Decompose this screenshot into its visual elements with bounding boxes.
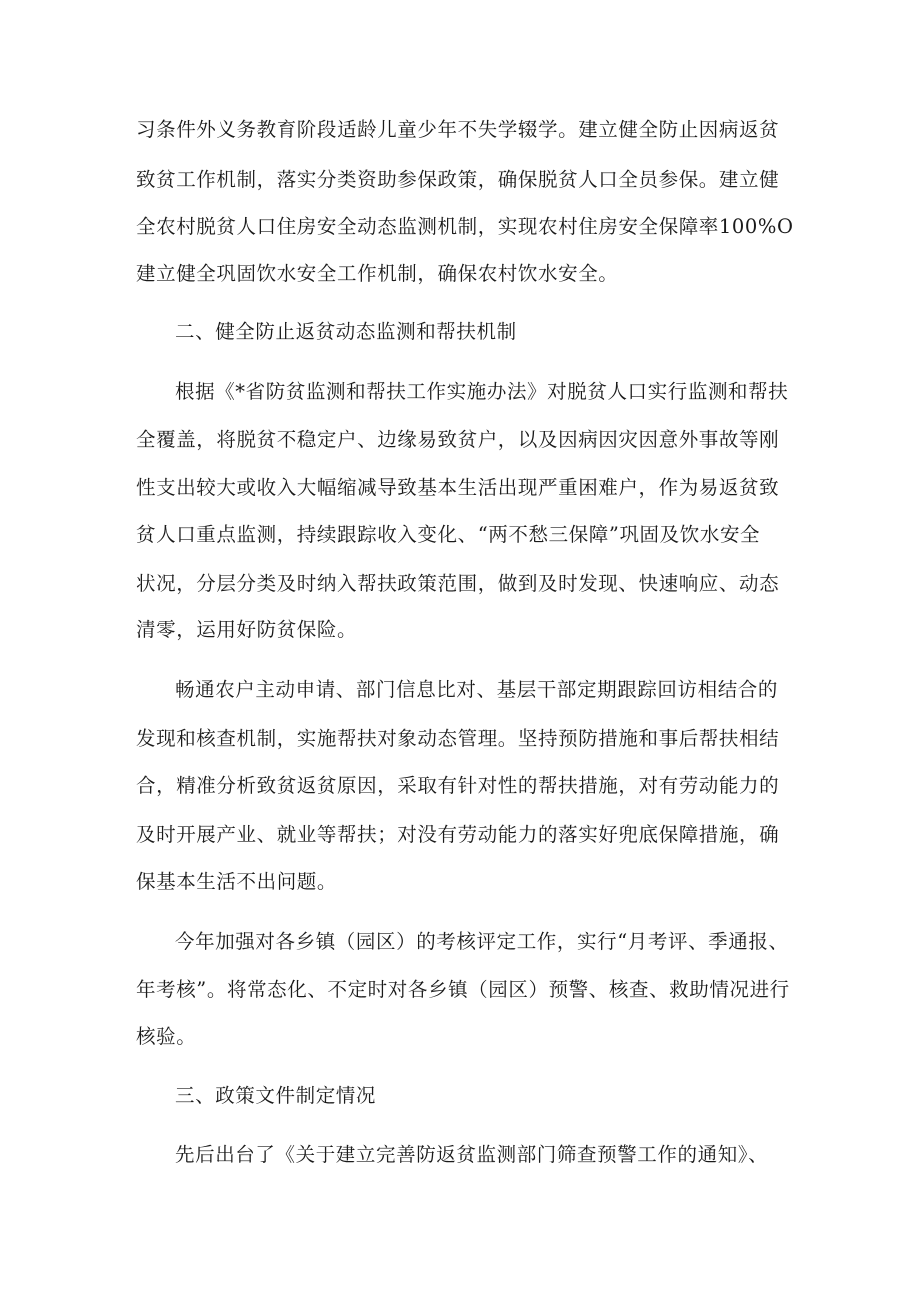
section-heading: 三、政策文件制定情况 bbox=[175, 1084, 377, 1107]
text-line: 保基本生活不出问题。 bbox=[136, 870, 338, 893]
text-line: 先后出台了《关于建立完善防返贫监测部门筛查预警工作的通知》、 bbox=[175, 1143, 769, 1166]
text-line: 畅通农户主动申请、部门信息比对、基层干部定期跟踪回访相结合的 bbox=[175, 678, 779, 701]
text-line: 习条件外义务教育阶段适龄儿童少年不失学辍学。建立健全防止因病返贫 bbox=[136, 118, 780, 141]
text-line: 根据《*省防贫监测和帮扶工作实施办法》对脱贫人口实行监测和帮扶 bbox=[175, 380, 789, 403]
section-heading: 二、健全防止返贫动态监测和帮扶机制 bbox=[175, 320, 517, 343]
text-line: 全覆盖，将脱贫不稳定户、边缘易致贫户，以及因病因灾因意外事故等刚 bbox=[136, 428, 780, 451]
text-line: 清零，运用好防贫保险。 bbox=[136, 618, 358, 641]
text-line: 发现和核查机制，实施帮扶对象动态管理。坚持预防措施和事后帮扶相结 bbox=[136, 727, 780, 750]
text-line: 今年加强对各乡镇（园区）的考核评定工作，实行“月考评、季通报、 bbox=[175, 930, 789, 953]
text-line: 状况，分层分类及时纳入帮扶政策范围，做到及时发现、快速响应、动态 bbox=[136, 572, 780, 595]
text-line: 年考核”。将常态化、不定时对各乡镇（园区）预警、核查、救助情况进行 bbox=[136, 978, 790, 1001]
text-line: 合，精准分析致贫返贫原因，采取有针对性的帮扶措施，对有劳动能力的 bbox=[136, 774, 780, 797]
text-line: 核验。 bbox=[136, 1025, 197, 1048]
text-line: 性支出较大或收入大幅缩减导致基本生活出现严重困难户，作为易返贫致 bbox=[136, 476, 780, 499]
text-line: 贫人口重点监测，持续跟踪收入变化、“两不愁三保障”巩固及饮水安全 bbox=[136, 523, 761, 546]
text-line: 致贫工作机制，落实分类资助参保政策，确保脱贫人口全员参保。建立健 bbox=[136, 168, 780, 191]
text-line: 全农村脱贫人口住房安全动态监测机制，实现农村住房安全保障率100%O bbox=[136, 215, 794, 238]
text-line: 建立健全巩固饮水安全工作机制，确保农村饮水安全。 bbox=[136, 262, 619, 285]
text-line: 及时开展产业、就业等帮扶；对没有劳动能力的落实好兜底保障措施，确 bbox=[136, 823, 780, 846]
